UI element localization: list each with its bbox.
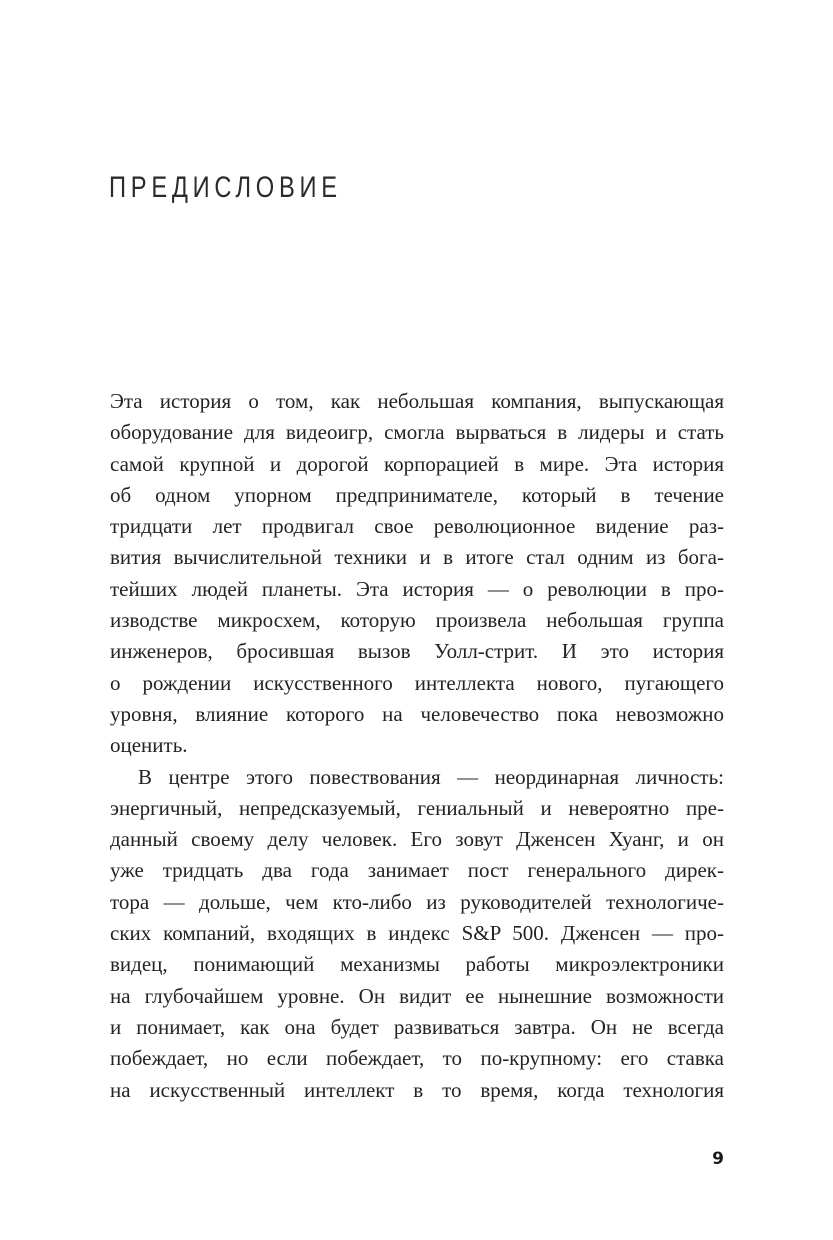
body-text <box>110 386 724 1106</box>
text-line: инженеров, бросившая вызов Уолл-стрит. И это история <box>110 639 724 664</box>
text-line: оборудование для видеоигр, смогла вырваться в лидеры и стать <box>110 420 724 445</box>
text-line: видец, понимающий механизмы работы микроэлектроники <box>110 952 724 977</box>
text-line: Эта история о том, как небольшая компания, выпускающая <box>110 389 724 413</box>
text-line: тридцати лет продвигал свое революционное видение раз- <box>110 514 724 539</box>
text-line: оценить. <box>110 733 188 758</box>
text-line: данный своему делу человек. Его зовут Дженсен Хуанг, и он <box>110 827 724 852</box>
text-line: В центре этого повествования — неординарная личность: <box>138 764 724 789</box>
chapter-heading: ПРЕДИСЛОВИЕ <box>109 171 342 204</box>
text-line: о рождении искусственного интеллекта нового, пугающего <box>110 670 724 695</box>
text-line: тейших людей планеты. Эта история — о революции в про- <box>110 576 724 601</box>
text-line: и понимает, как она будет развиваться завтра. Он не всегда <box>110 1014 724 1039</box>
text-line: на глубочайшем уровне. Он видит ее нынешние возможности <box>110 983 724 1008</box>
text-line: на искусственный интеллект в то время, когда технология <box>110 1077 724 1102</box>
text-line: самой крупной и дорогой корпорацией в мире. Эта история <box>110 451 724 476</box>
page-number: 9 <box>712 1149 724 1169</box>
text-line: побеждает, но если побеждает, то по-крупному: его ставка <box>110 1046 724 1071</box>
text-line: об одном упорном предпринимателе, который в течение <box>110 482 724 507</box>
text-line: уровня, влияние которого на человечество пока невозможно <box>110 701 724 726</box>
text-line: вития вычислительной техники и в итоге стал одним из бога- <box>110 545 724 570</box>
text-line: энергичный, непредсказуемый, гениальный и невероятно пре- <box>110 795 724 820</box>
paragraph <box>110 386 724 762</box>
text-line: тора — дольше, чем кто-либо из руководителей технологиче- <box>110 889 724 914</box>
paragraph <box>110 762 724 1106</box>
text-line: уже тридцать два года занимает пост генерального дирек- <box>110 858 724 883</box>
text-line: ских компаний, входящих в индекс S&P 500. Дженсен — про- <box>110 921 724 946</box>
text-line: изводстве микросхем, которую произвела небольшая группа <box>110 608 724 633</box>
